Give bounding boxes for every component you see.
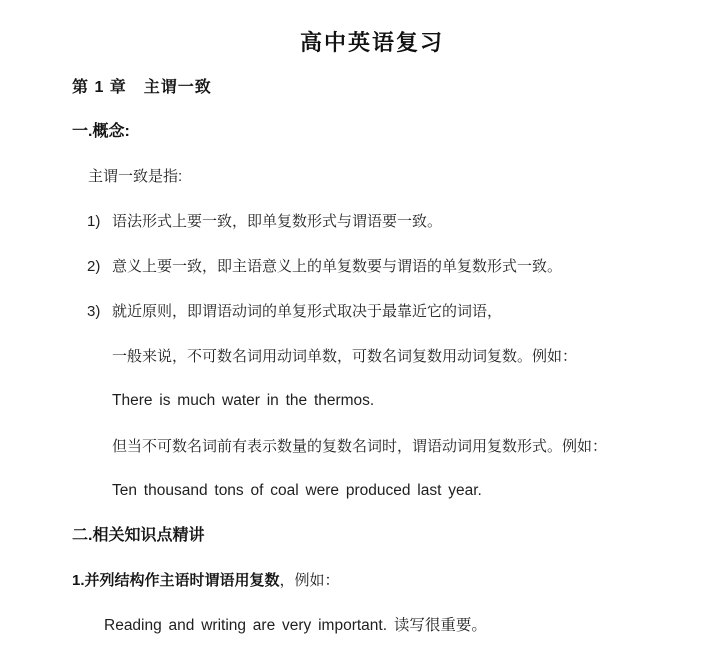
point-heading-rest: ，例如： <box>279 572 340 589</box>
list-item-number: 2) <box>87 258 101 275</box>
point-heading <box>72 571 340 591</box>
list-item-text: 就近原则，即谓语动词的单复形式取决于最靠近它的词语， <box>112 303 503 320</box>
note-text: 但当不可数名词前有表示数量的复数名词时，谓语动词用复数形式。例如： <box>112 438 608 455</box>
list-item-text: 意义上要一致，即主语意义上的单复数要与谓语的单复数形式一致。 <box>112 258 563 275</box>
example-sentence: There is much water in the thermos. <box>112 392 375 409</box>
list-item <box>87 257 562 277</box>
example-sentence: Ten thousand tons of coal were produced last year. <box>112 482 482 499</box>
point-heading-bold: 1.并列结构作主语时谓语用复数 <box>72 572 280 589</box>
list-item-number: 1) <box>87 213 101 230</box>
section1-intro: 主谓一致是指: <box>88 168 183 185</box>
list-item <box>87 212 442 232</box>
example-sentence: Reading and writing are very important. 读写很重要。 <box>104 617 487 634</box>
list-item-number: 3) <box>87 303 101 320</box>
note-text: 一般来说，不可数名词用动词单数，可数名词复数用动词复数。例如： <box>112 348 578 365</box>
list-item <box>87 302 502 322</box>
section2-heading: 二.相关知识点精讲 <box>72 527 205 544</box>
chapter-heading: 第 1 章 主谓一致 <box>72 79 212 96</box>
document-title: 高中英语复习 <box>299 30 444 55</box>
section1-heading: 一.概念: <box>72 123 130 140</box>
list-item-text: 语法形式上要一致，即单复数形式与谓语要一致。 <box>112 213 443 230</box>
